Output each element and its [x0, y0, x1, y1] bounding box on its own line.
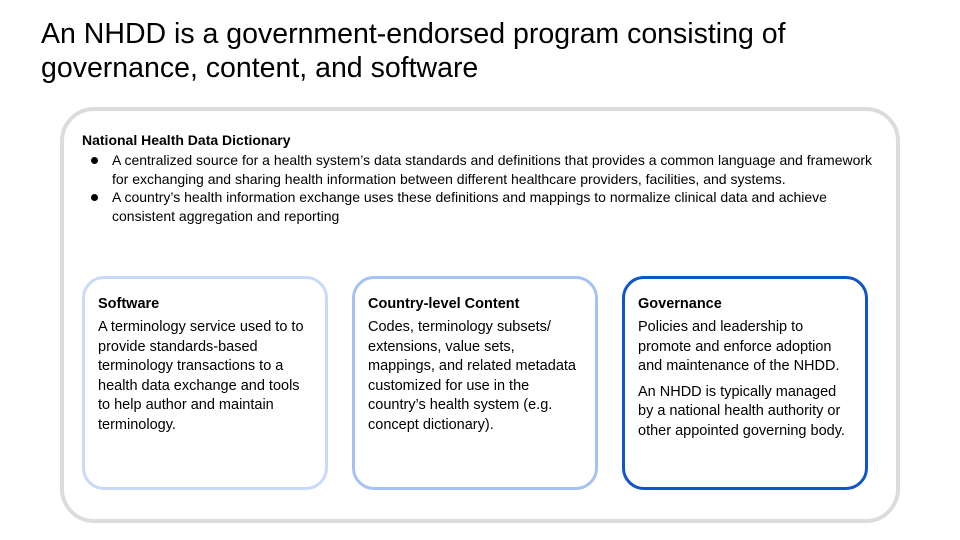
bullet-text: A centralized source for a health system’s data standards and definitions that provides a common language and framework for exchanging and sharing health information between different healthcare providers, facilities, and systems. [112, 152, 873, 187]
card-title: Country-level Content [368, 296, 520, 312]
bullet-dot-icon [91, 194, 98, 201]
card-title: Software [98, 296, 160, 312]
card-text: Policies and leadership to promote and enforce adoption and maintenance of the NHDD. [638, 319, 840, 374]
card-software [82, 276, 328, 490]
card-text: Codes, terminology subsets/ extensions, value sets, mappings, and related metadata customized for use in the country’s health system (e.g. concept dictionary). [368, 319, 576, 433]
definition-bullet-list [82, 151, 882, 225]
card-country-level-content [352, 276, 598, 490]
bullet-dot-icon [91, 157, 98, 164]
card-text: An NHDD is typically managed by a national health authority or other appointed governing body. [638, 383, 845, 439]
card-text: A terminology service used to to provide standards-based terminology transactions to a health data exchange and tools to help author and maintain terminology. [98, 319, 304, 433]
bullet-item [82, 151, 882, 188]
bullet-item [82, 188, 882, 225]
definition-content [82, 131, 882, 225]
card-governance [622, 276, 868, 490]
bullet-text: A country’s health information exchange uses these definitions and mappings to normalize clinical data and achieve consistent aggregation and reporting [112, 189, 827, 224]
slide-title: An NHDD is a government-endorsed program consisting of governance, content, and software [41, 18, 786, 84]
card-title: Governance [638, 296, 722, 312]
definition-heading: National Health Data Dictionary [82, 132, 291, 148]
